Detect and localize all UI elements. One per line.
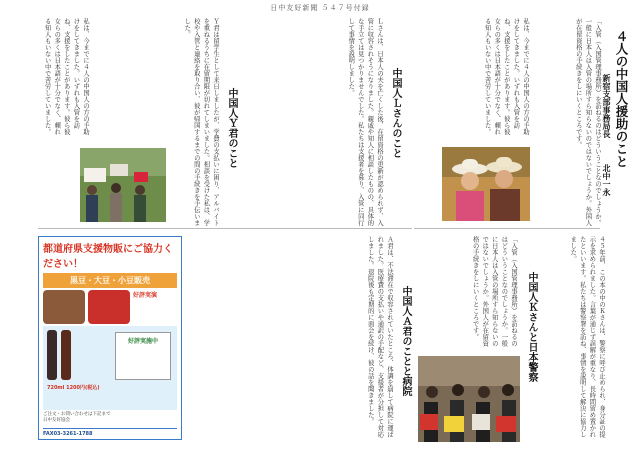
ad-price: 720ml 1200円(税込): [47, 385, 100, 391]
main-article-body-intro: 「入管（入国管理事務所）を訪ねるのはどういうことなのでしょうか。一般に日本人は入管の場所すら知らないのではないでしょうか。外国人が在留資格の手続きをしにいくところです。: [574, 18, 601, 226]
ad-item2-box: [115, 332, 171, 380]
article-k-title: 中国人Ｋさんと日本警察: [526, 272, 537, 382]
ad-footer: FAX03-3261-1788: [43, 428, 177, 437]
main-article-author: 北中一永: [602, 164, 611, 196]
page-header: 日中友好新聞 ５４７号付録: [270, 4, 370, 12]
bottle-image: [47, 330, 57, 380]
ad-item1: 好評実演: [133, 292, 158, 299]
bottle-image: [61, 330, 71, 380]
article-y-body: Ｙ君は留学生として来日しましたが、学費の支払いに困り、アルバイトを重ねるうちに在留期限が切れてしまいました。相談を受けた私は、学校や入管と連絡を取り合い、彼が帰国するまでの間の手続きを手伝いました。: [183, 18, 219, 226]
main-article-title: ４人の中国人援助のこと: [614, 30, 629, 168]
ad-blue-panel: [43, 326, 177, 410]
article-k-body-2: 「入管（入国管理事務所）を訪ねるのはどういうことなのでしょうか。一般に日本人は入管の場所すら知らないのではないでしょうか。外国人が在留資格の手続きをしにいくところです。: [471, 236, 517, 347]
article-k-body: ４５年前、この本の中のＫさんは、警察に呼び止められ、身分証の提示を求められました。言葉が通じず誤解が重なり、長時間留め置かれたといいます。私たちは警察署を訪ね、事情を説明して解決に協力しました。: [569, 236, 605, 438]
article-l-title: 中国人Ｌさんのこと: [390, 68, 401, 158]
article-a-title: 中国人Ａ君のことと病院: [400, 286, 411, 396]
article-y-body-left: 私は、今までに４人の中国人の方の手助けをしてきました。いずれも入管を訪ね、支援をしたことがあります。彼ら彼女らの多くは日本語が十分でなく、頼れる知人もいない中で苦労していました。: [43, 18, 89, 135]
article-y-title: 中国人Ｙ君のこと: [226, 88, 237, 168]
main-article-photo: [442, 147, 530, 221]
ad-band: 黒豆・大豆・小豆販売: [43, 273, 177, 288]
main-article-subtitle: 新宿支部事務局長: [602, 74, 611, 138]
ad-products: [43, 290, 177, 324]
product-ad: [38, 236, 182, 440]
ad-title: 都道府県支援物販にご協力ください！: [39, 237, 181, 271]
ad-small2: 日中友好協会: [43, 418, 70, 423]
main-article-body-cont: 私は、今までに４人の中国人の方の手助けをしてきました。いずれも入管を訪ね、支援をしたことがあります。彼ら彼女らの多くは日本語が十分でなく、頼れる知人もいない中で苦労していました。: [483, 18, 529, 135]
product-image: [43, 290, 85, 324]
article-y-photo: [80, 148, 166, 222]
article-a-body: Ａ君は、不法滞在で収容されていたところ、体調を崩して病院に運ばれました。医療費の支払いや通訳の手配など、支援者が分担して対応しました。退院後も定期的に面会を続け、彼の話を聞きました。: [366, 236, 393, 438]
article-a-photo: [418, 356, 520, 442]
ad-small1: ご注文・お問い合わせは下記まで: [43, 412, 111, 417]
article-l-body: Ｌさんは、日本人の夫を亡くした後、在留資格の更新が認められず、入管に収容されそうになりました。親戚や知人に相談したものの、具体的な手立ては見つかりませんでした。私たちは支援者を募り、入管に同行して事情を説明しました。: [347, 18, 383, 226]
product-image: [88, 290, 130, 324]
ad-item2: 好評実施中: [127, 338, 158, 345]
